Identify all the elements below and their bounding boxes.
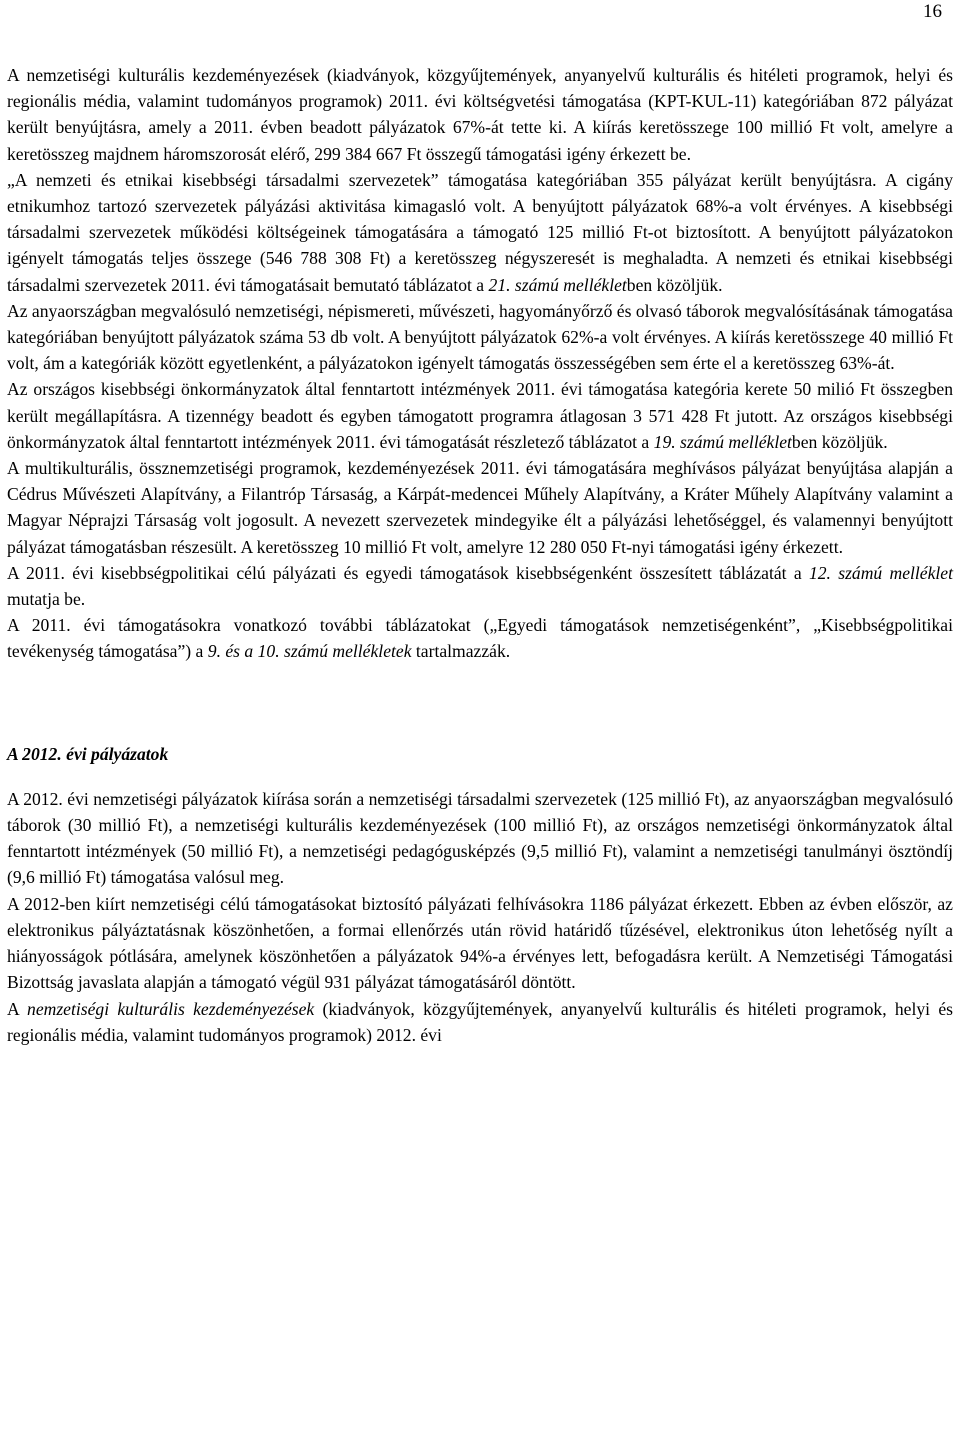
page-number: 16 — [923, 1, 942, 22]
paragraph — [7, 891, 953, 996]
document-body — [7, 62, 953, 1048]
text-segment: A 2011. évi kisebbségpolitikai célú pályázati és egyedi támogatások kisebbségenként összesített táblázatát a — [7, 562, 809, 583]
section-2012 — [7, 786, 953, 1048]
paragraph — [7, 62, 953, 167]
italic-reference: 12. számú melléklet — [808, 562, 953, 583]
paragraph — [7, 455, 953, 560]
text-segment: Az anyaországban megvalósuló nemzetiségi, népismereti, művészeti, hagyományőrző és olvasó táborok megvalósításának támogatása kategóriában benyújtott pályázatok száma 53 db volt. A benyújtott pályázatok 62%-a volt érvényes. A kiírás keretösszege 40 millió Ft volt, ám a kategóriák között egyetlenként, a pályázatokon igényelt támogatás összességében sem érte el a keretösszeg 63%-át. — [7, 300, 953, 374]
text-segment: A 2012. évi nemzetiségi pályázatok kiírása során a nemzetiségi társadalmi szervezetek (125 millió Ft), az anyaországban megvalósuló táborok (30 millió Ft), a nemzetiségi kulturális kezdeményezések (100 millió Ft), az országos nemzetiségi önkormányzatok által fenntartott intézmények (50 millió Ft), a nemzetiségi pedagógusképzés (9,5 millió Ft), valamint a nemzetiségi tanulmányi ösztöndíj (9,6 millió Ft) támogatása valósul meg. — [7, 788, 953, 888]
text-segment: A — [7, 998, 28, 1019]
text-segment: (kiadványok, közgyűjtemények, anyanyelvű kulturális és hitéleti programok, helyi és regionális média, valamint tudományos programok) 2012. évi — [7, 998, 953, 1045]
text-segment: tartalmazzák. — [411, 641, 511, 662]
text-segment: A nemzetiségi kulturális kezdeményezések (kiadványok, közgyűjtemények, anyanyelvű kulturális és hitéleti programok, helyi és regionális média, valamint tudományos programok) 2011. évi költségvetési támogatása (KPT-KUL-11) kategóriában 872 pályázat került benyújtásra, amely a 2011. évben beadott pályázatok 67%-át tette ki. A kiírás keretösszege 100 millió Ft volt, amelyre a keretösszeg majdnem háromszorosát elérő, 299 384 667 Ft összegű támogatási igény érkezett be. — [7, 65, 953, 164]
text-segment: A 2011. évi támogatásokra vonatkozó további táblázatokat („Egyedi támogatások nemzetiségenként”, „Kisebbségpolitikai tevékenység támogatása”) a — [7, 615, 953, 662]
text-segment: „A nemzeti és etnikai kisebbségi társadalmi szervezetek” támogatása kategóriában 355 pályázat került benyújtásra. A cigány etnikumhoz tartozó szervezetek pályázási aktivitása kimagasló volt. A benyújtott pályázatok 68%-a volt érvényes. A kisebbségi társadalmi szervezetek működési költségeinek támogatására a támogató 125 millió Ft-ot biztosított. A benyújtott pályázatokon igényelt támogatás teljes összege (546 788 308 Ft) a keretösszeg négyszeresét is meghaladta. A nemzeti és etnikai kisebbségi társadalmi szervezetek 2011. évi támogatásait bemutató táblázatot a — [7, 169, 953, 295]
paragraph — [7, 376, 953, 455]
text-segment: ben közöljük. — [791, 431, 888, 452]
paragraph — [7, 612, 953, 664]
section-2011 — [7, 62, 953, 665]
italic-reference: 19. számú melléklet — [653, 431, 792, 452]
italic-reference: nemzetiségi kulturális kezdeményezések — [27, 998, 315, 1019]
section-title: A 2012. évi pályázatok — [7, 743, 169, 764]
paragraph — [7, 996, 953, 1048]
text-segment: A multikulturális, össznemzetiségi programok, kezdeményezések 2011. évi támogatására meghívásos pályázat benyújtása alapján a Cédrus Művészeti Alapítvány, a Filantróp Társaság, a Kárpát-medencei Műhely Alapítvány, a Kráter Műhely Alapítvány valamint a Magyar Néprajzi Társaság volt jogosult. A nevezett szervezetek mindegyike élt a pályázási lehetőséggel, és valamennyi benyújtott pályázat támogatásban részesült. A keretösszeg 10 millió Ft volt, amelyre 12 280 050 Ft-nyi támogatási igény érkezett. — [7, 458, 953, 557]
spacer — [7, 767, 953, 786]
spacer — [7, 665, 953, 741]
text-segment: Az országos kisebbségi önkormányzatok által fenntartott intézmények 2011. évi támogatása kategória kerete 50 milió Ft összegben került megállapításra. A tizennégy beadott és egyben támogatott programra átlagosan 3 571 428 Ft jutott. Az országos kisebbségi önkormányzatok által fenntartott intézmények 2011. évi támogatását részletező táblázatot a — [7, 379, 953, 452]
text-segment: A 2012-ben kiírt nemzetiségi célú támogatásokat biztosító pályázati felhívásokra 1186 pályázat érkezett. Ebben az évben először, az elektronikus pályáztatásnak köszönhetően, a formai ellenőrzés után rövid határidő tűzésével, elektronikus úton lehetőség nyílt a hiányosságok pótlására, amelynek köszönhetően a pályázatok 94%-a érvényes lett, befogadásra került. A Nemzetiségi Támogatási Bizottság javaslata alapján a támogató végül 931 pályázat támogatásáról döntött. — [7, 893, 953, 993]
italic-reference: 21. számú melléklet — [488, 274, 627, 295]
paragraph — [7, 167, 953, 298]
text-segment: mutatja be. — [7, 589, 86, 610]
italic-reference: 9. és a 10. számú mellékletek — [207, 641, 412, 662]
paragraph — [7, 786, 953, 891]
paragraph — [7, 298, 953, 377]
paragraph — [7, 560, 953, 612]
text-segment: ben közöljük. — [626, 274, 723, 295]
